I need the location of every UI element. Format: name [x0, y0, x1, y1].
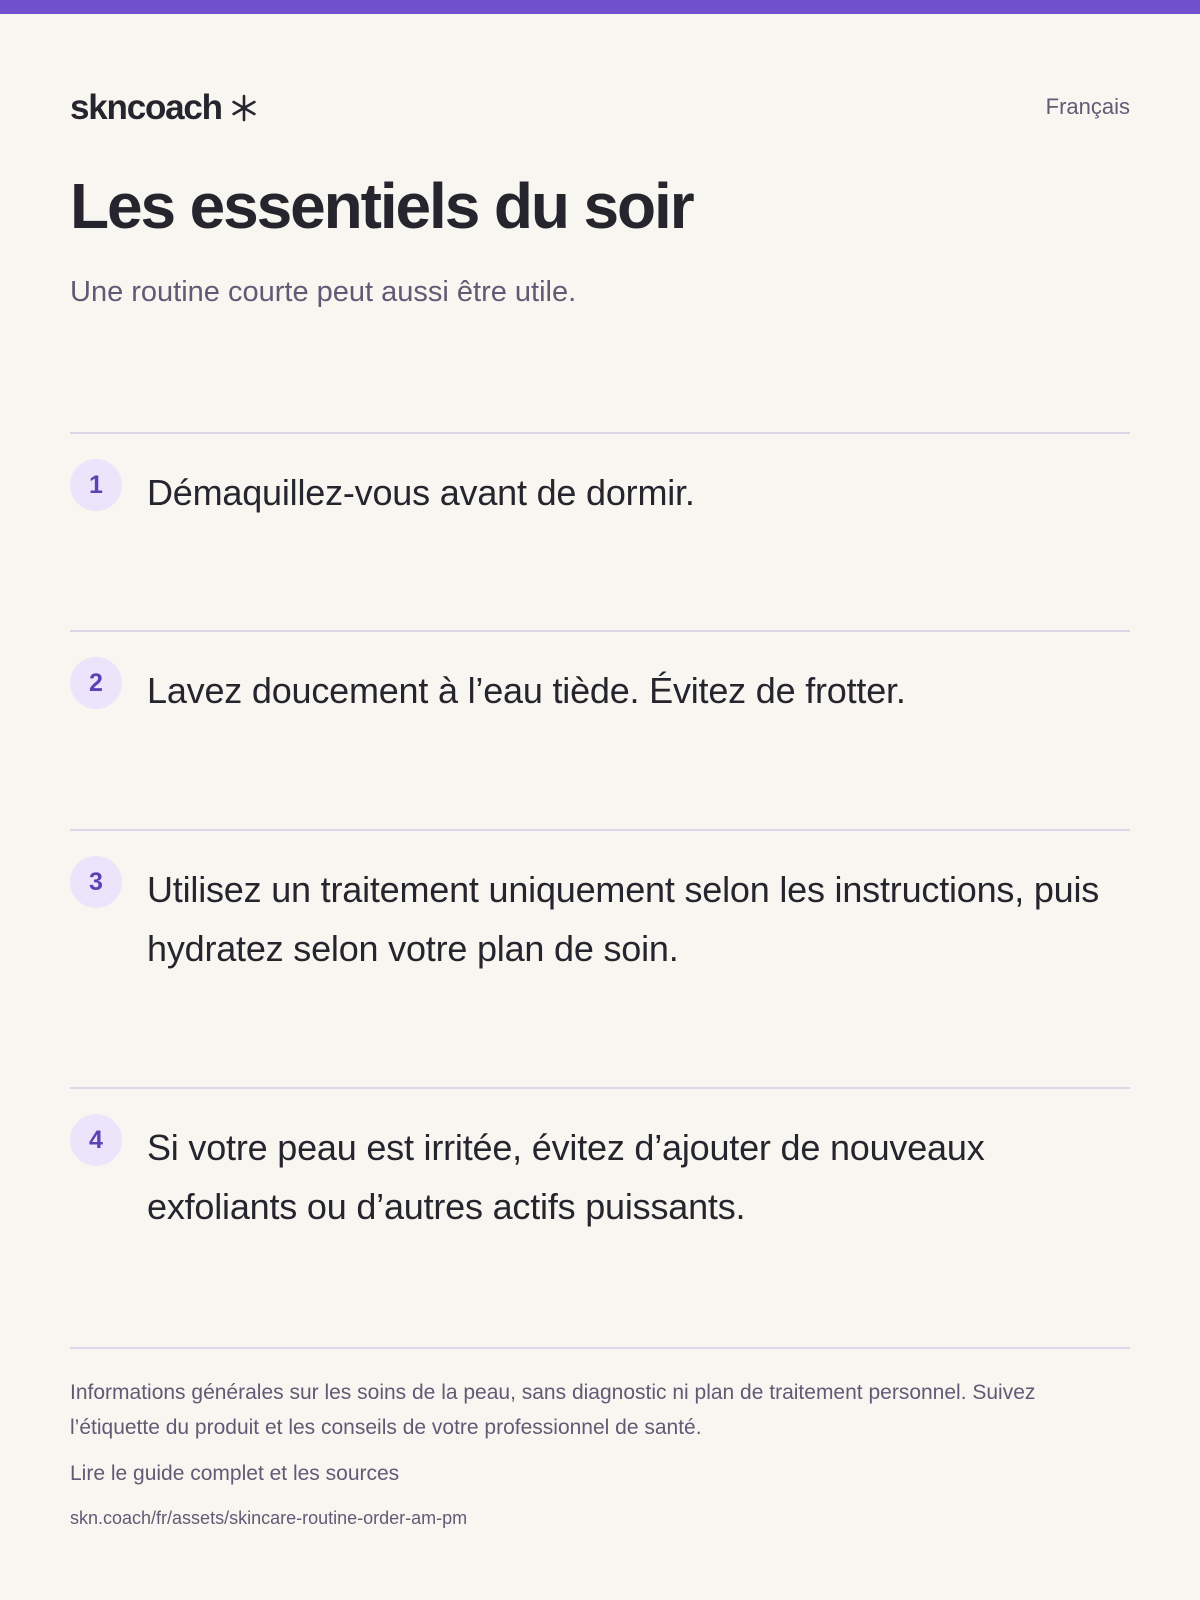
step-text: Si votre peau est irritée, évitez d’ajouter de nouveaux exfoliants ou d’autres actifs puissants.	[147, 1127, 985, 1227]
source-url: skn.coach/fr/assets/skincare-routine-order-am-pm	[70, 1508, 468, 1528]
step-text: Lavez doucement à l’eau tiède. Évitez de frotter.	[147, 670, 906, 711]
step-text: Utilisez un traitement uniquement selon les instructions, puis hydratez selon votre plan de soin.	[147, 869, 1100, 969]
evening-routine-page	[70, 0, 1130, 1600]
step-number: 2	[70, 657, 122, 709]
step-text: Démaquillez-vous avant de dormir.	[147, 472, 695, 513]
language-link[interactable]: Français	[1045, 94, 1130, 119]
step-number: 3	[70, 856, 122, 908]
asterisk-icon	[230, 94, 258, 122]
full-guide-link[interactable]: Lire le guide complet et les sources	[70, 1462, 400, 1485]
step-number: 4	[70, 1114, 122, 1166]
page-footer	[70, 1347, 1130, 1528]
brand-name: skncoach	[70, 88, 222, 127]
routine-step	[70, 432, 1130, 632]
brand-logo	[70, 88, 258, 128]
page-subtitle: Une routine courte peut aussi être utile.	[70, 276, 577, 308]
step-number: 1	[70, 459, 122, 511]
page-header	[70, 88, 1130, 128]
page-title: Les essentiels du soir	[70, 170, 693, 242]
routine-step	[70, 630, 1130, 830]
routine-step	[70, 1087, 1130, 1347]
routine-step	[70, 829, 1130, 1089]
disclaimer-text: Informations générales sur les soins de la peau, sans diagnostic ni plan de traitement personnel. Suivez l’étiquette du produit et les conseils de votre professionnel de santé.	[70, 1381, 1036, 1439]
